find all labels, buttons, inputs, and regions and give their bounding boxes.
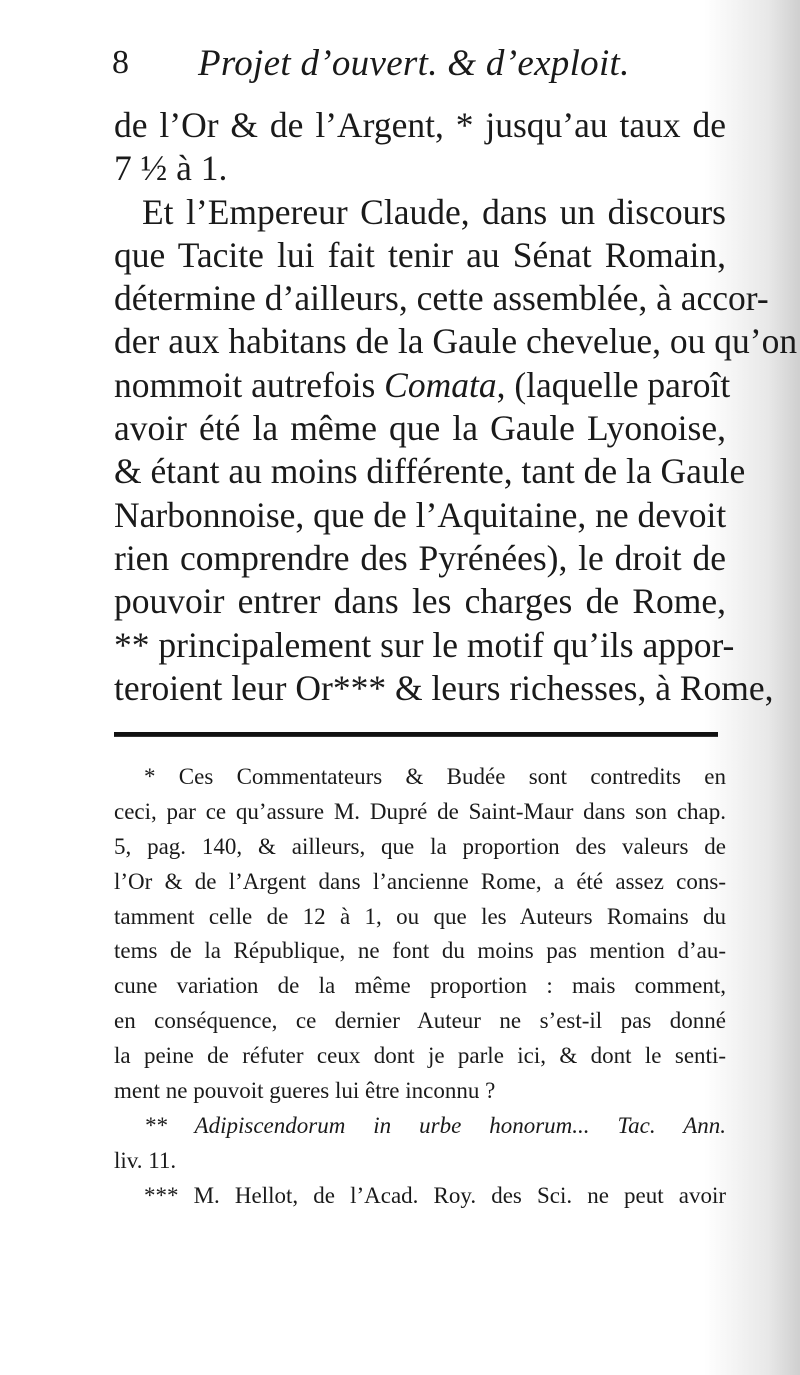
text-line: de l’Or & de l’Argent, * jusqu’au taux de [114,105,726,145]
footnote-line: tamment celle de 12 à 1, ou que les Auteurs Romains du [114,903,726,929]
main-text [114,104,798,710]
text-line: teroient leur Or*** & leurs richesses, à Rome, [114,667,774,708]
text-line: rien comprendre des Pyrénées), le droit de [114,537,726,578]
page-number: 8 [112,44,129,81]
footnote-line: ment ne pouvoit gueres lui être inconnu ? [114,1078,496,1104]
text-line: nommoit autrefois Comata, (laquelle paroît [114,364,731,405]
footnote-divider [114,732,718,737]
footnote-line: tems de la République, ne font du moins pas mention d’au- [114,938,726,964]
footnotes [114,760,726,1214]
footnote-line: ** Adipiscendorum in urbe honorum... Tac. Ann. [144,1112,726,1138]
footnote-line: cune variation de la même proportion : mais comment, [114,973,726,999]
text-line: 7 ½ à 1. [114,148,228,189]
footnote-line: en conséquence, ce dernier Auteur ne s’est-il pas donné [114,1008,726,1034]
footnote-line: l’Or & de l’Argent dans l’ancienne Rome, a été assez cons- [114,868,726,894]
footnote-line: liv. 11. [114,1147,177,1173]
text-line: Narbonnoise, que de l’Aquitaine, ne devoit [114,494,727,535]
text-line: & étant au moins différente, tant de la Gaule [114,451,746,492]
text-line: pouvoir entrer dans les charges de Rome, [114,581,726,622]
italic-word: Comata [384,364,497,405]
text-line: Et l’Empereur Claude, dans un discours [142,191,726,232]
footnote-line: la peine de réfuter ceux dont je parle ici, & dont le senti- [114,1043,726,1069]
footnote-line: *** M. Hellot, de l’Acad. Roy. des Sci. ne peut avoir [144,1182,726,1208]
footnote-line: 5, pag. 140, & ailleurs, que la proportion des valeurs de [114,833,726,859]
footnote-line: * Ces Commentateurs & Budée sont contredits en [144,764,726,789]
text-line: détermine d’ailleurs, cette assemblée, à accor- [114,278,769,319]
text-line: que Tacite lui fait tenir au Sénat Romain, [114,234,726,275]
footnote-line: ceci, par ce qu’assure M. Dupré de Saint-Maur dans son chap. [114,798,726,824]
page-header [112,42,732,98]
text-line: ** principalement sur le motif qu’ils appor- [114,624,735,665]
text-line: avoir été la même que la Gaule Lyonoise, [114,408,726,449]
running-title: Projet d’ouvert. & d’exploit. [198,43,630,84]
text-line: der aux habitans de la Gaule chevelue, ou qu’on [114,321,798,362]
